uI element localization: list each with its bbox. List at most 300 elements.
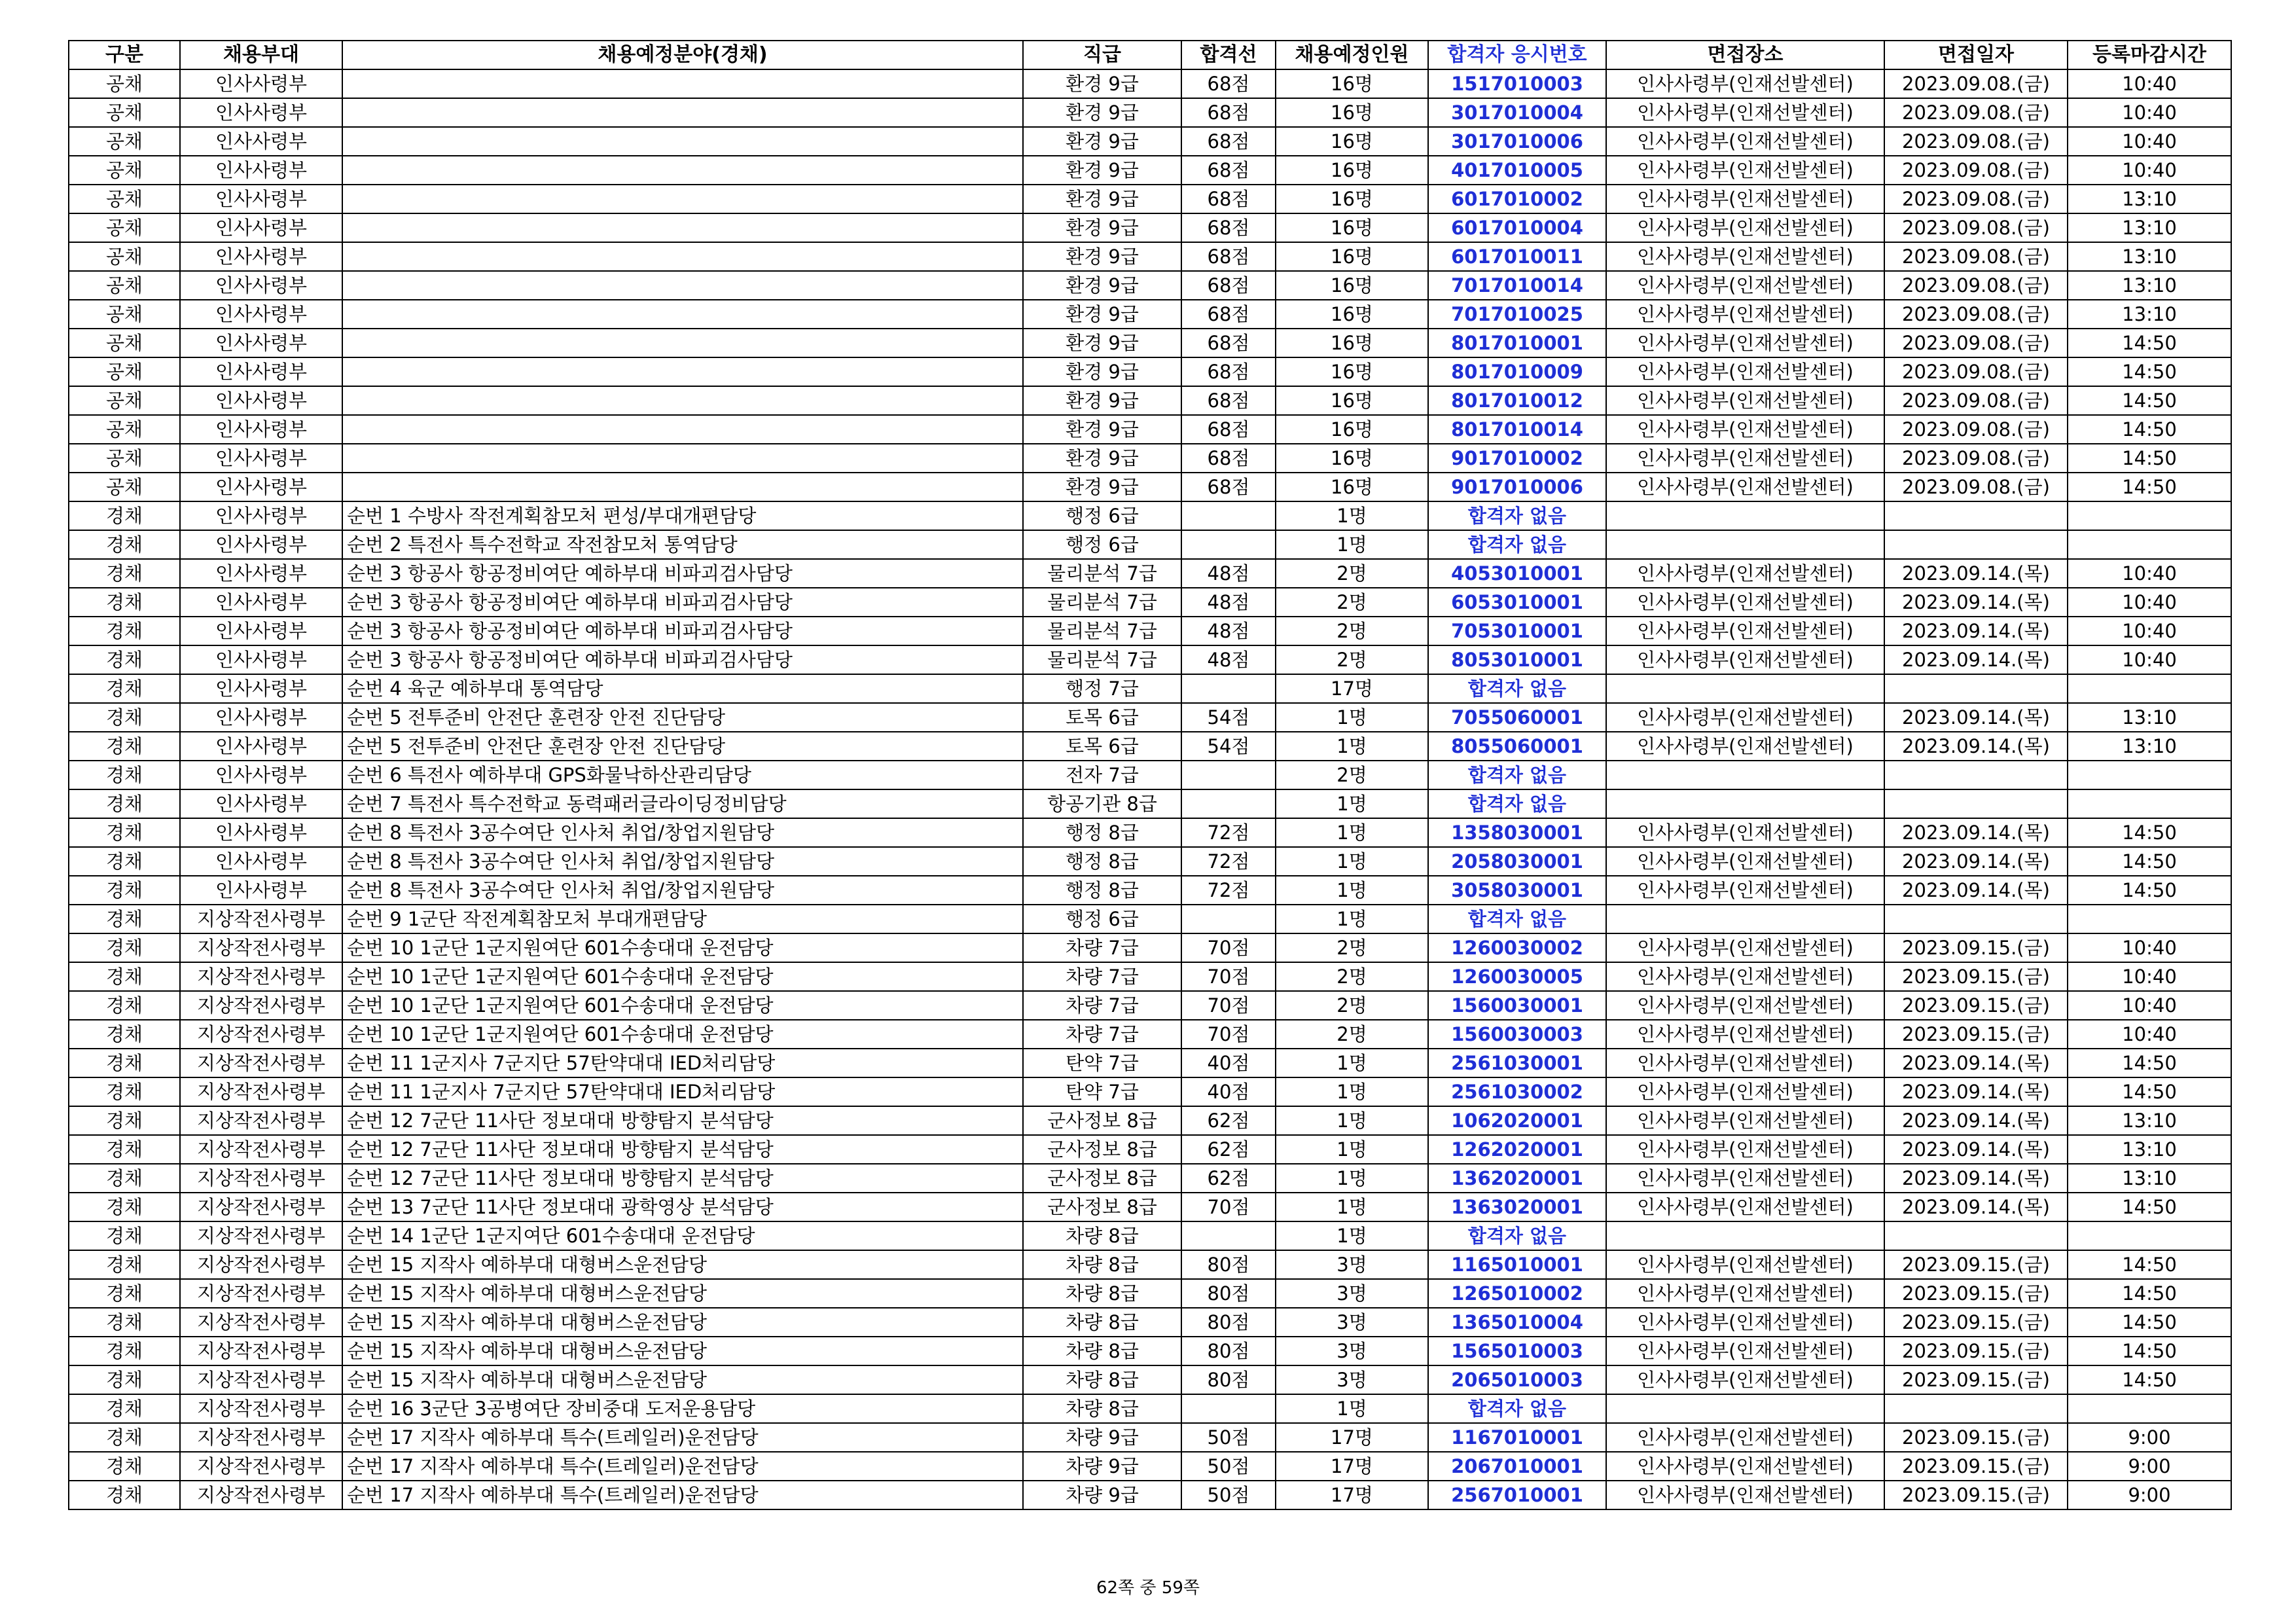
- cell-type: 경채: [69, 1279, 180, 1308]
- cell-unit: 인사사령부: [180, 242, 342, 271]
- cell-cutoff: 68점: [1181, 386, 1276, 415]
- table-row: [69, 213, 2231, 242]
- cell-cutoff: 68점: [1181, 329, 1276, 357]
- cell-location: 인사사령부(인재선발센터): [1606, 703, 1884, 732]
- cell-openings: 2명: [1276, 962, 1428, 991]
- table-row: [69, 674, 2231, 703]
- cell-location: [1606, 1394, 1884, 1423]
- cell-location: 인사사령부(인재선발센터): [1606, 1365, 1884, 1394]
- table-row: [69, 1481, 2231, 1509]
- cell-date: [1884, 674, 2068, 703]
- cell-field: 순번 17 지작사 예하부대 특수(트레일러)운전담당: [342, 1423, 1023, 1452]
- cell-unit: 인사사령부: [180, 559, 342, 588]
- cell-field: [342, 271, 1023, 300]
- cell-openings: 16명: [1276, 473, 1428, 501]
- cell-applicant-number: 합격자 없음: [1428, 905, 1606, 933]
- cell-type: 경채: [69, 818, 180, 847]
- cell-applicant-number: 3058030001: [1428, 876, 1606, 905]
- table-row: [69, 818, 2231, 847]
- cell-location: 인사사령부(인재선발센터): [1606, 1308, 1884, 1337]
- cell-unit: 인사사령부: [180, 185, 342, 213]
- cell-openings: 1명: [1276, 1193, 1428, 1221]
- cell-openings: 2명: [1276, 1020, 1428, 1049]
- cell-unit: 지상작전사령부: [180, 1135, 342, 1164]
- cell-grade: 물리분석 7급: [1023, 617, 1181, 645]
- cell-type: 공채: [69, 329, 180, 357]
- cell-type: 경채: [69, 617, 180, 645]
- cell-field: [342, 357, 1023, 386]
- cell-openings: 2명: [1276, 559, 1428, 588]
- cell-cutoff: [1181, 674, 1276, 703]
- cell-field: 순번 14 1군단 1군지여단 601수송대대 운전담당: [342, 1221, 1023, 1250]
- cell-date: 2023.09.15.(금): [1884, 1365, 2068, 1394]
- cell-location: 인사사령부(인재선발센터): [1606, 588, 1884, 617]
- cell-unit: 인사사령부: [180, 789, 342, 818]
- cell-openings: 3명: [1276, 1308, 1428, 1337]
- cell-field: 순번 3 항공사 항공정비여단 예하부대 비파괴검사담당: [342, 559, 1023, 588]
- cell-date: 2023.09.14.(목): [1884, 1049, 2068, 1077]
- cell-date: 2023.09.14.(목): [1884, 1135, 2068, 1164]
- cell-cutoff: 68점: [1181, 473, 1276, 501]
- cell-location: 인사사령부(인재선발센터): [1606, 271, 1884, 300]
- cell-type: 경채: [69, 732, 180, 761]
- cell-location: 인사사령부(인재선발센터): [1606, 127, 1884, 156]
- cell-date: [1884, 1394, 2068, 1423]
- cell-location: 인사사령부(인재선발센터): [1606, 1423, 1884, 1452]
- cell-openings: 16명: [1276, 69, 1428, 98]
- cell-type: 경채: [69, 645, 180, 674]
- cell-applicant-number: 8017010012: [1428, 386, 1606, 415]
- cell-applicant-number: 1560030003: [1428, 1020, 1606, 1049]
- cell-location: 인사사령부(인재선발센터): [1606, 242, 1884, 271]
- cell-applicant-number: 2561030001: [1428, 1049, 1606, 1077]
- cell-openings: 16명: [1276, 357, 1428, 386]
- col-header-date: 면접일자: [1884, 41, 2068, 69]
- cell-location: 인사사령부(인재선발센터): [1606, 473, 1884, 501]
- cell-grade: 환경 9급: [1023, 415, 1181, 444]
- cell-deadline: 13:10: [2068, 213, 2231, 242]
- cell-deadline: 14:50: [2068, 444, 2231, 473]
- cell-deadline: 13:10: [2068, 242, 2231, 271]
- cell-type: 공채: [69, 127, 180, 156]
- cell-applicant-number: 1265010002: [1428, 1279, 1606, 1308]
- table-row: [69, 732, 2231, 761]
- cell-grade: 차량 8급: [1023, 1250, 1181, 1279]
- cell-openings: 16명: [1276, 213, 1428, 242]
- cell-applicant-number: 6053010001: [1428, 588, 1606, 617]
- cell-location: [1606, 761, 1884, 789]
- cell-field: 순번 12 7군단 11사단 정보대대 방향탐지 분석담당: [342, 1106, 1023, 1135]
- cell-openings: 1명: [1276, 876, 1428, 905]
- table-row: [69, 588, 2231, 617]
- cell-field: 순번 9 1군단 작전계획참모처 부대개편담당: [342, 905, 1023, 933]
- cell-openings: 16명: [1276, 300, 1428, 329]
- cell-cutoff: 70점: [1181, 991, 1276, 1020]
- cell-location: 인사사령부(인재선발센터): [1606, 645, 1884, 674]
- cell-applicant-number: 7017010025: [1428, 300, 1606, 329]
- cell-type: 경채: [69, 674, 180, 703]
- cell-type: 경채: [69, 1193, 180, 1221]
- cell-grade: 행정 6급: [1023, 501, 1181, 530]
- cell-location: 인사사령부(인재선발센터): [1606, 732, 1884, 761]
- table-row: [69, 905, 2231, 933]
- cell-deadline: 14:50: [2068, 1337, 2231, 1365]
- cell-openings: 16명: [1276, 271, 1428, 300]
- cell-date: [1884, 530, 2068, 559]
- table-row: [69, 1135, 2231, 1164]
- cell-field: 순번 15 지작사 예하부대 대형버스운전담당: [342, 1365, 1023, 1394]
- cell-cutoff: 72점: [1181, 876, 1276, 905]
- cell-type: 경채: [69, 1164, 180, 1193]
- cell-deadline: 14:50: [2068, 415, 2231, 444]
- cell-location: 인사사령부(인재선발센터): [1606, 386, 1884, 415]
- cell-type: 경채: [69, 1394, 180, 1423]
- cell-location: 인사사령부(인재선발센터): [1606, 1020, 1884, 1049]
- cell-date: 2023.09.14.(목): [1884, 1164, 2068, 1193]
- cell-date: 2023.09.15.(금): [1884, 991, 2068, 1020]
- cell-type: 경채: [69, 1481, 180, 1509]
- cell-openings: 17명: [1276, 1481, 1428, 1509]
- cell-date: 2023.09.08.(금): [1884, 213, 2068, 242]
- cell-grade: 환경 9급: [1023, 185, 1181, 213]
- cell-deadline: [2068, 1221, 2231, 1250]
- cell-applicant-number: 2567010001: [1428, 1481, 1606, 1509]
- cell-grade: 군사정보 8급: [1023, 1193, 1181, 1221]
- cell-date: 2023.09.14.(목): [1884, 818, 2068, 847]
- cell-date: 2023.09.14.(목): [1884, 559, 2068, 588]
- cell-date: 2023.09.15.(금): [1884, 1279, 2068, 1308]
- cell-type: 공채: [69, 473, 180, 501]
- table-row: [69, 98, 2231, 127]
- table-row: [69, 559, 2231, 588]
- cell-field: [342, 415, 1023, 444]
- cell-unit: 지상작전사령부: [180, 1481, 342, 1509]
- cell-deadline: 14:50: [2068, 329, 2231, 357]
- cell-applicant-number: 합격자 없음: [1428, 1394, 1606, 1423]
- table-row: [69, 415, 2231, 444]
- cell-openings: 1명: [1276, 1106, 1428, 1135]
- cell-date: 2023.09.15.(금): [1884, 1423, 2068, 1452]
- cell-location: 인사사령부(인재선발센터): [1606, 329, 1884, 357]
- cell-deadline: 10:40: [2068, 127, 2231, 156]
- cell-grade: 차량 9급: [1023, 1423, 1181, 1452]
- cell-field: 순번 11 1군지사 7군지단 57탄약대대 IED처리담당: [342, 1077, 1023, 1106]
- cell-openings: 1명: [1276, 818, 1428, 847]
- cell-applicant-number: 3017010006: [1428, 127, 1606, 156]
- cell-field: [342, 98, 1023, 127]
- cell-cutoff: 68점: [1181, 300, 1276, 329]
- cell-grade: 차량 8급: [1023, 1221, 1181, 1250]
- cell-openings: 2명: [1276, 617, 1428, 645]
- cell-cutoff: 48점: [1181, 617, 1276, 645]
- table-row: [69, 1337, 2231, 1365]
- cell-grade: 환경 9급: [1023, 242, 1181, 271]
- cell-deadline: 9:00: [2068, 1481, 2231, 1509]
- cell-applicant-number: 6017010011: [1428, 242, 1606, 271]
- cell-date: 2023.09.08.(금): [1884, 127, 2068, 156]
- cell-applicant-number: 4017010005: [1428, 156, 1606, 185]
- cell-date: 2023.09.14.(목): [1884, 703, 2068, 732]
- cell-cutoff: 68점: [1181, 213, 1276, 242]
- cell-date: 2023.09.08.(금): [1884, 300, 2068, 329]
- table-row: [69, 1423, 2231, 1452]
- cell-applicant-number: 1365010004: [1428, 1308, 1606, 1337]
- cell-date: 2023.09.08.(금): [1884, 473, 2068, 501]
- cell-location: 인사사령부(인재선발센터): [1606, 1279, 1884, 1308]
- cell-location: [1606, 501, 1884, 530]
- cell-applicant-number: 3017010004: [1428, 98, 1606, 127]
- cell-grade: 환경 9급: [1023, 156, 1181, 185]
- cell-applicant-number: 6017010004: [1428, 213, 1606, 242]
- cell-date: 2023.09.15.(금): [1884, 1250, 2068, 1279]
- cell-grade: 차량 8급: [1023, 1279, 1181, 1308]
- cell-openings: 1명: [1276, 1221, 1428, 1250]
- cell-field: 순번 8 특전사 3공수여단 인사처 취업/창업지원담당: [342, 818, 1023, 847]
- cell-deadline: [2068, 530, 2231, 559]
- cell-deadline: 14:50: [2068, 1193, 2231, 1221]
- cell-location: 인사사령부(인재선발센터): [1606, 617, 1884, 645]
- table-row: [69, 962, 2231, 991]
- table-row: [69, 703, 2231, 732]
- cell-unit: 인사사령부: [180, 501, 342, 530]
- cell-grade: 환경 9급: [1023, 386, 1181, 415]
- cell-cutoff: 68점: [1181, 98, 1276, 127]
- cell-openings: 16명: [1276, 444, 1428, 473]
- cell-field: 순번 15 지작사 예하부대 대형버스운전담당: [342, 1308, 1023, 1337]
- cell-field: 순번 10 1군단 1군지원여단 601수송대대 운전담당: [342, 1020, 1023, 1049]
- cell-applicant-number: 9017010006: [1428, 473, 1606, 501]
- cell-deadline: 13:10: [2068, 185, 2231, 213]
- cell-deadline: 13:10: [2068, 703, 2231, 732]
- cell-deadline: [2068, 789, 2231, 818]
- table-row: [69, 242, 2231, 271]
- cell-field: [342, 156, 1023, 185]
- table-row: [69, 185, 2231, 213]
- table-row: [69, 876, 2231, 905]
- cell-deadline: [2068, 761, 2231, 789]
- cell-unit: 인사사령부: [180, 300, 342, 329]
- cell-type: 경채: [69, 530, 180, 559]
- cell-field: 순번 15 지작사 예하부대 대형버스운전담당: [342, 1337, 1023, 1365]
- cell-unit: 인사사령부: [180, 213, 342, 242]
- cell-unit: 지상작전사령부: [180, 905, 342, 933]
- cell-location: 인사사령부(인재선발센터): [1606, 1106, 1884, 1135]
- cell-applicant-number: 7017010014: [1428, 271, 1606, 300]
- cell-cutoff: [1181, 1221, 1276, 1250]
- cell-grade: 환경 9급: [1023, 69, 1181, 98]
- cell-unit: 인사사령부: [180, 98, 342, 127]
- cell-date: [1884, 789, 2068, 818]
- cell-deadline: 14:50: [2068, 1250, 2231, 1279]
- cell-applicant-number: 합격자 없음: [1428, 530, 1606, 559]
- cell-cutoff: 54점: [1181, 732, 1276, 761]
- cell-deadline: 10:40: [2068, 991, 2231, 1020]
- cell-type: 공채: [69, 271, 180, 300]
- cell-type: 경채: [69, 962, 180, 991]
- table-row: [69, 1365, 2231, 1394]
- cell-unit: 지상작전사령부: [180, 1337, 342, 1365]
- table-row: [69, 1020, 2231, 1049]
- cell-unit: 인사사령부: [180, 271, 342, 300]
- cell-date: 2023.09.08.(금): [1884, 69, 2068, 98]
- cell-field: [342, 300, 1023, 329]
- cell-date: [1884, 905, 2068, 933]
- cell-date: 2023.09.14.(목): [1884, 1193, 2068, 1221]
- cell-deadline: 10:40: [2068, 98, 2231, 127]
- table-row: [69, 789, 2231, 818]
- cell-date: 2023.09.08.(금): [1884, 156, 2068, 185]
- cell-date: 2023.09.14.(목): [1884, 732, 2068, 761]
- cell-field: 순번 17 지작사 예하부대 특수(트레일러)운전담당: [342, 1481, 1023, 1509]
- cell-applicant-number: 2561030002: [1428, 1077, 1606, 1106]
- cell-field: 순번 5 전투준비 안전단 훈련장 안전 진단담당: [342, 703, 1023, 732]
- cell-type: 경채: [69, 847, 180, 876]
- cell-unit: 지상작전사령부: [180, 933, 342, 962]
- cell-cutoff: 68점: [1181, 271, 1276, 300]
- cell-openings: 2명: [1276, 645, 1428, 674]
- cell-applicant-number: 1363020001: [1428, 1193, 1606, 1221]
- cell-applicant-number: 1165010001: [1428, 1250, 1606, 1279]
- cell-applicant-number: 8053010001: [1428, 645, 1606, 674]
- cell-grade: 행정 8급: [1023, 847, 1181, 876]
- results-sheet: [68, 40, 2232, 1510]
- table-row: [69, 386, 2231, 415]
- cell-deadline: 10:40: [2068, 588, 2231, 617]
- cell-applicant-number: 7053010001: [1428, 617, 1606, 645]
- cell-cutoff: [1181, 530, 1276, 559]
- cell-applicant-number: 1358030001: [1428, 818, 1606, 847]
- cell-unit: 지상작전사령부: [180, 1221, 342, 1250]
- cell-openings: 1명: [1276, 501, 1428, 530]
- cell-deadline: 14:50: [2068, 876, 2231, 905]
- cell-grade: 환경 9급: [1023, 473, 1181, 501]
- cell-location: 인사사령부(인재선발센터): [1606, 1049, 1884, 1077]
- cell-cutoff: 70점: [1181, 933, 1276, 962]
- cell-deadline: 10:40: [2068, 645, 2231, 674]
- cell-field: 순번 15 지작사 예하부대 대형버스운전담당: [342, 1279, 1023, 1308]
- cell-unit: 지상작전사령부: [180, 1049, 342, 1077]
- table-row: [69, 847, 2231, 876]
- cell-location: 인사사령부(인재선발센터): [1606, 847, 1884, 876]
- cell-applicant-number: 합격자 없음: [1428, 501, 1606, 530]
- table-row: [69, 1250, 2231, 1279]
- cell-grade: 물리분석 7급: [1023, 588, 1181, 617]
- cell-grade: 차량 7급: [1023, 991, 1181, 1020]
- cell-cutoff: 40점: [1181, 1077, 1276, 1106]
- cell-location: [1606, 905, 1884, 933]
- cell-openings: 17명: [1276, 1423, 1428, 1452]
- cell-cutoff: 68점: [1181, 242, 1276, 271]
- cell-unit: 지상작전사령부: [180, 1423, 342, 1452]
- cell-location: 인사사령부(인재선발센터): [1606, 962, 1884, 991]
- table-row: [69, 1164, 2231, 1193]
- cell-deadline: [2068, 1394, 2231, 1423]
- cell-openings: 16명: [1276, 386, 1428, 415]
- cell-grade: 탄약 7급: [1023, 1049, 1181, 1077]
- cell-grade: 환경 9급: [1023, 98, 1181, 127]
- cell-openings: 16명: [1276, 98, 1428, 127]
- cell-cutoff: 72점: [1181, 818, 1276, 847]
- cell-applicant-number: 합격자 없음: [1428, 789, 1606, 818]
- cell-deadline: 14:50: [2068, 1279, 2231, 1308]
- cell-applicant-number: 2058030001: [1428, 847, 1606, 876]
- col-header-grade: 직급: [1023, 41, 1181, 69]
- cell-date: 2023.09.15.(금): [1884, 1337, 2068, 1365]
- cell-openings: 3명: [1276, 1279, 1428, 1308]
- cell-type: 공채: [69, 69, 180, 98]
- cell-date: 2023.09.08.(금): [1884, 444, 2068, 473]
- cell-deadline: 14:50: [2068, 1049, 2231, 1077]
- cell-location: [1606, 530, 1884, 559]
- cell-date: 2023.09.14.(목): [1884, 617, 2068, 645]
- cell-applicant-number: 4053010001: [1428, 559, 1606, 588]
- cell-field: 순번 8 특전사 3공수여단 인사처 취업/창업지원담당: [342, 847, 1023, 876]
- cell-date: 2023.09.08.(금): [1884, 242, 2068, 271]
- table-row: [69, 645, 2231, 674]
- cell-type: 경채: [69, 1106, 180, 1135]
- table-row: [69, 473, 2231, 501]
- cell-location: 인사사령부(인재선발센터): [1606, 213, 1884, 242]
- cell-deadline: [2068, 501, 2231, 530]
- cell-location: 인사사령부(인재선발센터): [1606, 933, 1884, 962]
- cell-unit: 인사사령부: [180, 588, 342, 617]
- cell-location: 인사사령부(인재선발센터): [1606, 98, 1884, 127]
- cell-openings: 17명: [1276, 674, 1428, 703]
- cell-grade: 차량 7급: [1023, 962, 1181, 991]
- cell-grade: 행정 7급: [1023, 674, 1181, 703]
- cell-deadline: 10:40: [2068, 1020, 2231, 1049]
- cell-type: 경채: [69, 1365, 180, 1394]
- cell-cutoff: 62점: [1181, 1164, 1276, 1193]
- cell-openings: 1명: [1276, 847, 1428, 876]
- cell-location: 인사사령부(인재선발센터): [1606, 1135, 1884, 1164]
- cell-field: [342, 185, 1023, 213]
- cell-date: 2023.09.14.(목): [1884, 847, 2068, 876]
- cell-unit: 지상작전사령부: [180, 1308, 342, 1337]
- cell-deadline: 14:50: [2068, 473, 2231, 501]
- cell-applicant-number: 8017010014: [1428, 415, 1606, 444]
- cell-cutoff: 80점: [1181, 1279, 1276, 1308]
- cell-unit: 인사사령부: [180, 876, 342, 905]
- cell-location: 인사사령부(인재선발센터): [1606, 1481, 1884, 1509]
- cell-applicant-number: 6017010002: [1428, 185, 1606, 213]
- cell-type: 공채: [69, 156, 180, 185]
- cell-grade: 행정 8급: [1023, 876, 1181, 905]
- cell-applicant-number: 합격자 없음: [1428, 674, 1606, 703]
- col-header-field: 채용예정분야(경채): [342, 41, 1023, 69]
- cell-date: [1884, 1221, 2068, 1250]
- cell-unit: 지상작전사령부: [180, 962, 342, 991]
- table-row: [69, 933, 2231, 962]
- cell-cutoff: 62점: [1181, 1106, 1276, 1135]
- table-row: [69, 69, 2231, 98]
- cell-cutoff: 70점: [1181, 1020, 1276, 1049]
- cell-type: 공채: [69, 357, 180, 386]
- cell-deadline: 9:00: [2068, 1452, 2231, 1481]
- cell-openings: 16명: [1276, 156, 1428, 185]
- cell-type: 경채: [69, 1308, 180, 1337]
- cell-field: 순번 8 특전사 3공수여단 인사처 취업/창업지원담당: [342, 876, 1023, 905]
- cell-type: 경채: [69, 1077, 180, 1106]
- cell-field: [342, 473, 1023, 501]
- cell-grade: 행정 6급: [1023, 905, 1181, 933]
- table-row: [69, 1308, 2231, 1337]
- cell-field: 순번 12 7군단 11사단 정보대대 방향탐지 분석담당: [342, 1135, 1023, 1164]
- cell-grade: 항공기관 8급: [1023, 789, 1181, 818]
- cell-location: 인사사령부(인재선발센터): [1606, 69, 1884, 98]
- cell-grade: 차량 8급: [1023, 1394, 1181, 1423]
- cell-date: 2023.09.14.(목): [1884, 645, 2068, 674]
